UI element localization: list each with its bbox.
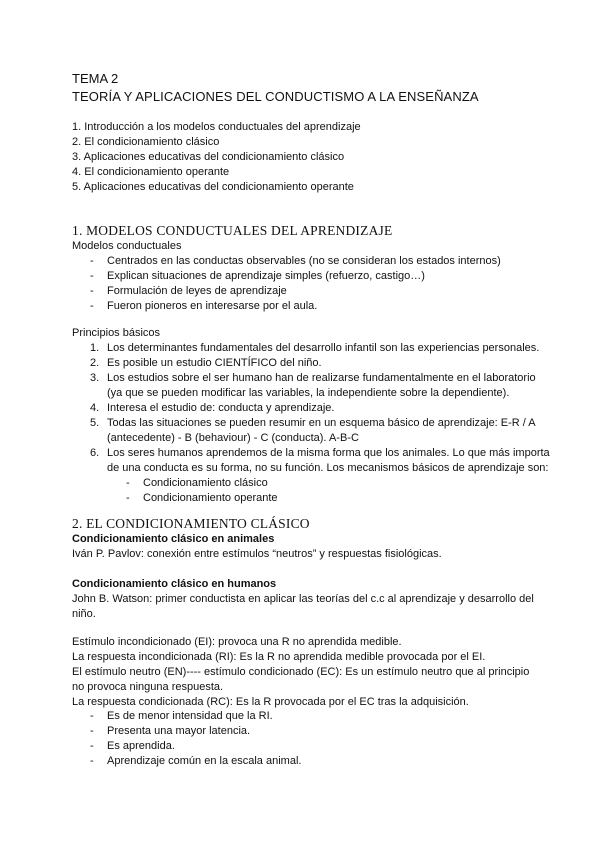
list-item: - Centrados en las conductas observables (no se consideran los estados internos) bbox=[90, 254, 501, 269]
toc-item: 2. El condicionamiento clásico bbox=[72, 136, 220, 148]
list-item: - Aprendizaje común en la escala animal. bbox=[90, 754, 301, 769]
principles-list bbox=[90, 341, 550, 506]
principle-text: Los estudios sobre el ser humano han de realizarse fundamentalmente en el laboratorio (ya que se pueden modificar las variables, la independiente sobre la dependiente). bbox=[107, 372, 536, 399]
definition-line: La respuesta incondicionada (RI): Es la R no aprendida medible provocada por el EI. bbox=[72, 651, 486, 663]
definition-line: La respuesta condicionada (RC): Es la R provocada por el EC tras la adquisición. bbox=[72, 696, 469, 708]
definition-line: Estímulo incondicionado (EI): provoca una R no aprendida medible. bbox=[72, 636, 402, 648]
list-item: - Es de menor intensidad que la RI. bbox=[90, 709, 301, 724]
list-item: - Explican situaciones de aprendizaje simples (refuerzo, castigo…) bbox=[90, 269, 501, 284]
toc-item: 1. Introducción a los modelos conductuales del aprendizaje bbox=[72, 121, 361, 133]
list-item: - Es aprendida. bbox=[90, 739, 301, 754]
humans-paragraph bbox=[72, 592, 542, 622]
document-title: TEORÍA Y APLICACIONES DEL CONDUCTISMO A LA ENSEÑANZA bbox=[72, 89, 479, 104]
table-of-contents bbox=[72, 120, 361, 195]
list-item: - Formulación de leyes de aprendizaje bbox=[90, 284, 501, 299]
principle-text: Es posible un estudio CIENTÍFICO del niño. bbox=[107, 357, 322, 369]
definitions-block bbox=[72, 635, 542, 710]
principle-item bbox=[90, 416, 550, 446]
humans-text: John B. Watson: primer conductista en aplicar las teorías del c.c al aprendizaje y desarrollo del niño. bbox=[72, 593, 534, 620]
principle-number: 5. bbox=[90, 417, 100, 429]
principle-number: 6. bbox=[90, 447, 100, 459]
animals-subheading: Condicionamiento clásico en animales bbox=[72, 533, 275, 545]
principle-number: 4. bbox=[90, 402, 100, 414]
principle-number: 2. bbox=[90, 357, 100, 369]
definition-line: El estímulo neutro (EN)---- estímulo condicionado (EC): Es un estímulo neutro que al principio no provoca ninguna respuesta. bbox=[72, 666, 530, 693]
tema-label: TEMA 2 bbox=[72, 71, 119, 86]
toc-item: 4. El condicionamiento operante bbox=[72, 166, 230, 178]
list-item: - Condicionamiento clásico bbox=[126, 476, 550, 491]
principle-text: Interesa el estudio de: conducta y aprendizaje. bbox=[107, 402, 335, 414]
principle-text: Los determinantes fundamentales del desarrollo infantil son las experiencias personales. bbox=[107, 342, 540, 354]
toc-item: 3. Aplicaciones educativas del condicionamiento clásico bbox=[72, 151, 345, 163]
principle-number: 3. bbox=[90, 372, 100, 384]
list-item: - Condicionamiento operante bbox=[126, 491, 550, 506]
section-1-heading: 1. MODELOS CONDUCTUALES DEL APRENDIZAJE bbox=[72, 223, 393, 238]
principles-label: Principios básicos bbox=[72, 327, 161, 339]
models-subheading: Modelos conductuales bbox=[72, 240, 182, 252]
animals-text: Iván P. Pavlov: conexión entre estímulos “neutros” y respuestas fisiológicas. bbox=[72, 548, 442, 560]
humans-subheading: Condicionamiento clásico en humanos bbox=[72, 578, 277, 590]
principle-text: Los seres humanos aprendemos de la misma forma que los animales. Lo que más importa de una conducta es su forma, no su función. Los mecanismos básicos de aprendizaje son: bbox=[107, 447, 550, 474]
principle-item bbox=[90, 446, 550, 506]
section-2-heading: 2. EL CONDICIONAMIENTO CLÁSICO bbox=[72, 516, 310, 531]
principle-text: Todas las situaciones se pueden resumir en un esquema básico de aprendizaje: E-R / A (antecedente) - B (behaviour) - C (conducta). A-B-C bbox=[107, 417, 536, 444]
principle-item bbox=[90, 401, 550, 416]
principle-number: 1. bbox=[90, 342, 100, 354]
list-item: - Presenta una mayor latencia. bbox=[90, 724, 301, 739]
rc-traits-list bbox=[90, 709, 301, 769]
principle-item bbox=[90, 341, 550, 356]
toc-item: 5. Aplicaciones educativas del condicionamiento operante bbox=[72, 181, 354, 193]
principle-item bbox=[90, 371, 550, 401]
principle-item bbox=[90, 356, 550, 371]
models-list bbox=[90, 254, 501, 314]
mechanisms-list bbox=[107, 476, 550, 506]
list-item: - Fueron pioneros en interesarse por el aula. bbox=[90, 299, 501, 314]
